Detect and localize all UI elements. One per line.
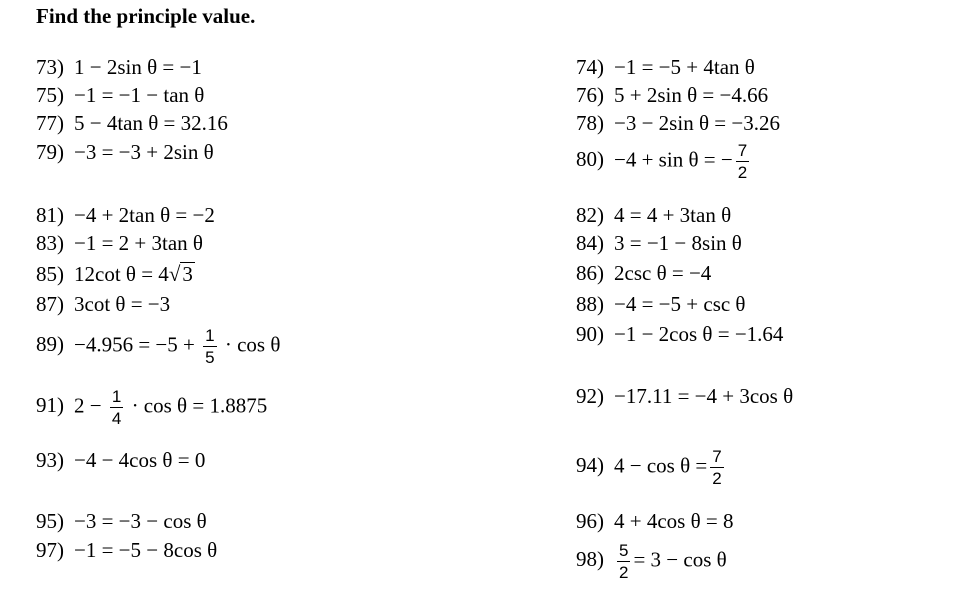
fraction-denominator: 2 [737, 163, 748, 182]
equation-part: 4 − cos θ = [614, 453, 708, 478]
problem-number: 78) [576, 111, 604, 135]
equation: −3 = −3 + 2sin θ [74, 140, 214, 164]
problem-number: 86) [576, 261, 604, 285]
problem-75 [36, 85, 204, 106]
square-root [169, 262, 195, 285]
fraction [110, 388, 123, 427]
problem-number: 96) [576, 509, 604, 533]
problem-number: 88) [576, 292, 604, 316]
equation: −17.11 = −4 + 3cos θ [614, 384, 794, 408]
fraction [710, 448, 723, 487]
equation: −4 = −5 + csc θ [614, 292, 746, 316]
equation: 1 − 2sin θ = −1 [74, 55, 202, 79]
equation-part: · cos θ [224, 332, 281, 357]
fraction [736, 142, 749, 181]
problem-number: 89) [36, 332, 64, 357]
problem-number: 82) [576, 203, 604, 227]
equation: 3 = −1 − 8sin θ [614, 231, 742, 255]
problem-79 [36, 142, 214, 163]
fraction-numerator: 1 [205, 326, 215, 345]
problem-96 [576, 511, 734, 532]
problem-86 [576, 263, 711, 284]
fraction-denominator: 2 [619, 563, 629, 582]
equation: −3 = −3 − cos θ [74, 509, 207, 533]
problem-76 [576, 85, 768, 106]
problem-number: 90) [576, 322, 604, 346]
fraction-denominator: 5 [205, 348, 215, 367]
problem-number: 80) [576, 147, 604, 172]
fraction-denominator: 2 [712, 469, 722, 488]
problem-89 [36, 327, 280, 366]
equation-part: = 3 − cos θ [633, 547, 727, 572]
equation: −1 = −5 + 4tan θ [614, 55, 755, 79]
equation: −1 = −1 − tan θ [74, 83, 205, 107]
problem-88 [576, 294, 746, 315]
problem-number: 81) [36, 203, 64, 227]
radical-sign: √ [168, 262, 181, 286]
equation-part: −4.956 = −5 + [74, 332, 195, 357]
problem-number: 93) [36, 448, 64, 472]
problem-95 [36, 511, 207, 532]
problem-number: 83) [36, 231, 64, 255]
problem-73 [36, 57, 202, 78]
equation: 5 + 2sin θ = −4.66 [614, 83, 769, 107]
problem-98 [576, 542, 727, 581]
problem-number: 73) [36, 55, 64, 79]
problem-number: 75) [36, 83, 64, 107]
equation: −4 − 4cos θ = 0 [74, 448, 206, 472]
problem-78 [576, 113, 780, 134]
fraction-denominator: 4 [111, 409, 122, 428]
problem-number: 98) [576, 547, 604, 572]
problem-91 [36, 388, 267, 427]
problem-82 [576, 205, 731, 226]
fraction [617, 542, 630, 581]
equation: −4 + 2tan θ = −2 [74, 203, 215, 227]
problem-94 [576, 448, 727, 487]
equation: 2csc θ = −4 [614, 261, 712, 285]
page-title: Find the principle value. [36, 4, 256, 28]
problem-87 [36, 294, 170, 315]
problem-80 [576, 142, 752, 181]
equation: −3 − 2sin θ = −3.26 [614, 111, 780, 135]
fraction-numerator: 5 [619, 541, 629, 560]
problem-83 [36, 233, 203, 254]
fraction-numerator: 7 [712, 447, 722, 466]
problem-77 [36, 113, 228, 134]
problem-number: 79) [36, 140, 64, 164]
problem-number: 87) [36, 292, 64, 316]
equation: 3cot θ = −3 [74, 292, 171, 316]
problem-number: 84) [576, 231, 604, 255]
problem-number: 94) [576, 453, 604, 478]
equation: −1 = 2 + 3tan θ [74, 231, 203, 255]
problem-85 [36, 262, 195, 285]
fraction-numerator: 7 [737, 141, 748, 160]
problem-92 [576, 386, 793, 407]
problem-93 [36, 450, 205, 471]
equation: 4 + 4cos θ = 8 [614, 509, 734, 533]
problem-number: 92) [576, 384, 604, 408]
problem-number: 85) [36, 262, 64, 286]
equation: 4 = 4 + 3tan θ [614, 203, 732, 227]
problem-number: 76) [576, 83, 604, 107]
problem-90 [576, 324, 783, 345]
equation: 5 − 4tan θ = 32.16 [74, 111, 228, 135]
problem-number: 97) [36, 538, 64, 562]
problem-84 [576, 233, 742, 254]
equation-part: −4 + sin θ = − [614, 147, 733, 172]
problem-74 [576, 57, 755, 78]
problem-number: 77) [36, 111, 64, 135]
problem-number: 91) [36, 393, 64, 418]
equation-part: 2 − [74, 393, 102, 418]
fraction-numerator: 1 [111, 387, 122, 406]
problem-number: 74) [576, 55, 604, 79]
problem-number: 95) [36, 509, 64, 533]
equation: 12cot θ = 4 [74, 262, 169, 286]
equation-part: · cos θ = 1.8875 [131, 393, 268, 418]
fraction [203, 327, 216, 366]
problem-81 [36, 205, 215, 226]
problem-97 [36, 540, 217, 561]
radicand: 3 [182, 262, 193, 286]
equation: −1 − 2cos θ = −1.64 [614, 322, 784, 346]
equation: −1 = −5 − 8cos θ [74, 538, 218, 562]
